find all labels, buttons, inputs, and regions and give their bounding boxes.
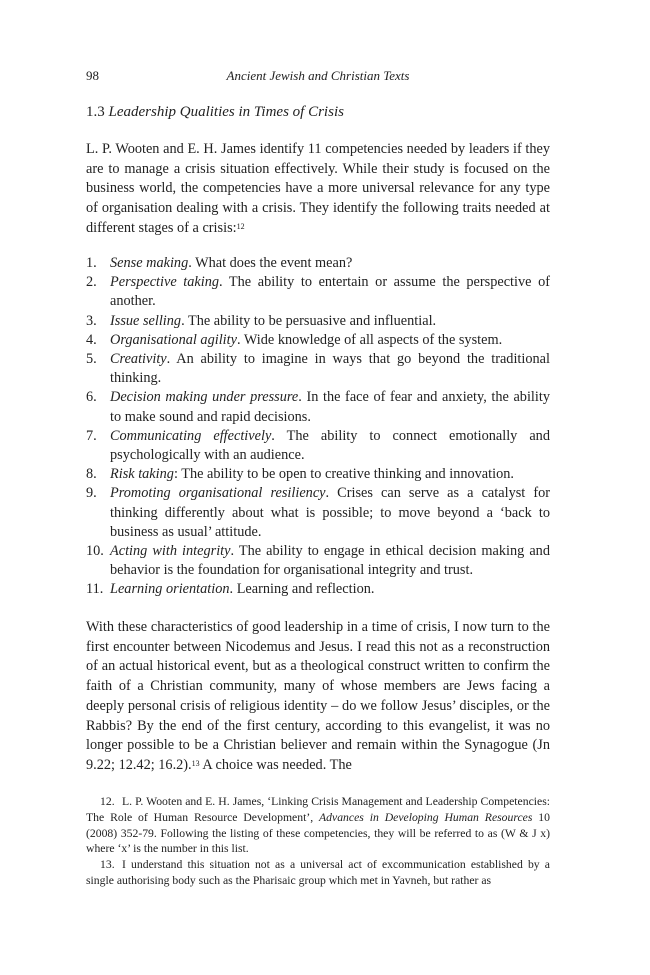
- competency-description: Wide knowledge of all aspects of the system.: [240, 331, 503, 348]
- competency-punct: .: [271, 427, 275, 444]
- list-item-number: 5.: [86, 351, 97, 368]
- list-item-number: 6.: [86, 389, 97, 406]
- list-item-number: 3.: [86, 312, 97, 329]
- competency-description: What does the event mean?: [191, 255, 353, 271]
- list-item: [86, 484, 550, 542]
- competency-punct: .: [181, 312, 185, 329]
- competency-punct: .: [325, 485, 330, 502]
- competency-punct: .: [298, 389, 302, 406]
- footnote-ref-13[interactable]: 13: [191, 758, 200, 768]
- competency-punct: .: [236, 331, 241, 348]
- competency-term: Organisational agility: [110, 331, 237, 348]
- competency-term: Perspective taking: [110, 274, 220, 291]
- competency-punct: .: [166, 351, 171, 368]
- competency-description: The ability to connect emotionally and psychologically with an audience.: [110, 427, 550, 464]
- footnote: [86, 857, 550, 889]
- list-item: [86, 350, 550, 388]
- list-item: [86, 331, 550, 350]
- competency-punct: .: [229, 581, 234, 598]
- competency-punct: .: [219, 274, 223, 291]
- footnote-text: I understand this situation not as a universal act of excommunication established by a single authorising body such as the Pharisaic group which met in Yavneh, but rather as: [86, 858, 550, 887]
- footnote-text-continued: 10 (2008) 352-79. Following the listing of these competencies, they will be referred to as (W & J x) where ‘x’ is the number in this list.: [86, 810, 550, 856]
- page-number: 98: [86, 68, 99, 83]
- competency-description: In the face of fear and anxiety, the ability to make sound and rapid decisions.: [110, 389, 550, 425]
- footnote: [86, 794, 550, 857]
- paragraph-text-continued: A choice was needed. The: [199, 756, 352, 773]
- competency-description: The ability to be open to creative thinking and innovation.: [177, 466, 514, 483]
- list-item: [86, 254, 550, 273]
- intro-text: L. P. Wooten and E. H. James identify 11 competencies needed by leaders if they are to manage a crisis situation effectively. While their study is focused on the business world, the competencies have a more universal relevance for any type of organisation dealing with a crisis. They identify the following traits needed at different stages of a crisis:: [86, 141, 550, 236]
- footnote-ref-12[interactable]: 12: [236, 221, 245, 231]
- list-item: [86, 312, 550, 331]
- competency-term: Risk taking: [110, 466, 174, 483]
- running-title: Ancient Jewish and Christian Texts: [226, 68, 410, 83]
- running-header: [86, 68, 550, 84]
- competency-term: Creativity: [110, 351, 167, 368]
- competency-term: Communicating effectively: [110, 427, 272, 444]
- competency-description: The ability to entertain or assume the perspective of another.: [110, 274, 550, 310]
- list-item: [86, 427, 550, 465]
- list-item: [86, 273, 550, 311]
- competency-description: The ability to engage in ethical decision making and behavior is the foundation for organisational integrity and trust.: [110, 543, 550, 579]
- list-item: [86, 388, 550, 426]
- competency-list: [86, 254, 550, 600]
- footnote-number: 12.: [100, 795, 115, 808]
- competency-description: The ability to be persuasive and influential.: [184, 312, 437, 329]
- intro-paragraph: [86, 140, 550, 239]
- competency-description: Crises can serve as a catalyst for thinking differently about what is possible; to move beyond a ‘back to business as usual’ attitude.: [110, 485, 550, 540]
- list-item: [86, 580, 550, 599]
- section-title: Leadership Qualities in Times of Crisis: [108, 104, 344, 120]
- footnote-text: L. P. Wooten and E. H. James, ‘Linking Crisis Management and Leadership Competencies: The Role of Human Resource Development’,: [86, 795, 550, 824]
- footnote-number: 13.: [100, 858, 115, 872]
- competency-punct: .: [188, 255, 192, 271]
- competency-punct: .: [230, 543, 235, 560]
- body-paragraph: [86, 618, 550, 776]
- competency-term: Learning orientation: [110, 581, 230, 598]
- competency-term: Promoting organisational resiliency: [110, 485, 326, 502]
- footnotes: [86, 794, 550, 889]
- section-number: 1.3: [86, 104, 105, 120]
- list-item: [86, 542, 550, 580]
- list-item-number: 1.: [86, 255, 97, 271]
- competency-description: Learning and reflection.: [233, 581, 375, 598]
- competency-description: An ability to imagine in ways that go beyond the traditional thinking.: [110, 351, 550, 387]
- list-item-number: 7.: [86, 427, 97, 444]
- section-heading: [86, 104, 344, 121]
- list-item-number: 2.: [86, 274, 97, 291]
- competency-term: Decision making under pressure: [110, 389, 299, 406]
- paragraph-text: With these characteristics of good leadership in a time of crisis, I now turn to the first encounter between Nicodemus and Jesus. I read this not as a reconstruction of an actual historical event, but as a theological construct written to confirm the faith of a Christian community, many of whose members are Jews facing a deeply personal crisis of religious identity – do we follow Jesus’ disciples, or the Rabbis? By the end of the first century, according to this evangelist, it was no longer possible to be a Christian believer and remain within the Synagogue (Jn 9.22; 12.42; 16.2).: [86, 619, 550, 773]
- competency-punct: :: [173, 466, 178, 483]
- list-item-number: 11.: [86, 581, 104, 598]
- list-item-number: 4.: [86, 331, 97, 348]
- competency-term: Acting with integrity: [110, 543, 231, 560]
- list-item-number: 9.: [86, 485, 97, 502]
- list-item-number: 10.: [86, 543, 104, 560]
- list-item: [86, 465, 550, 484]
- competency-term: Issue selling: [110, 312, 182, 329]
- list-item-number: 8.: [86, 466, 97, 483]
- footnote-journal-title: Advances in Developing Human Resources: [319, 810, 533, 824]
- competency-term: Sense making: [110, 255, 189, 271]
